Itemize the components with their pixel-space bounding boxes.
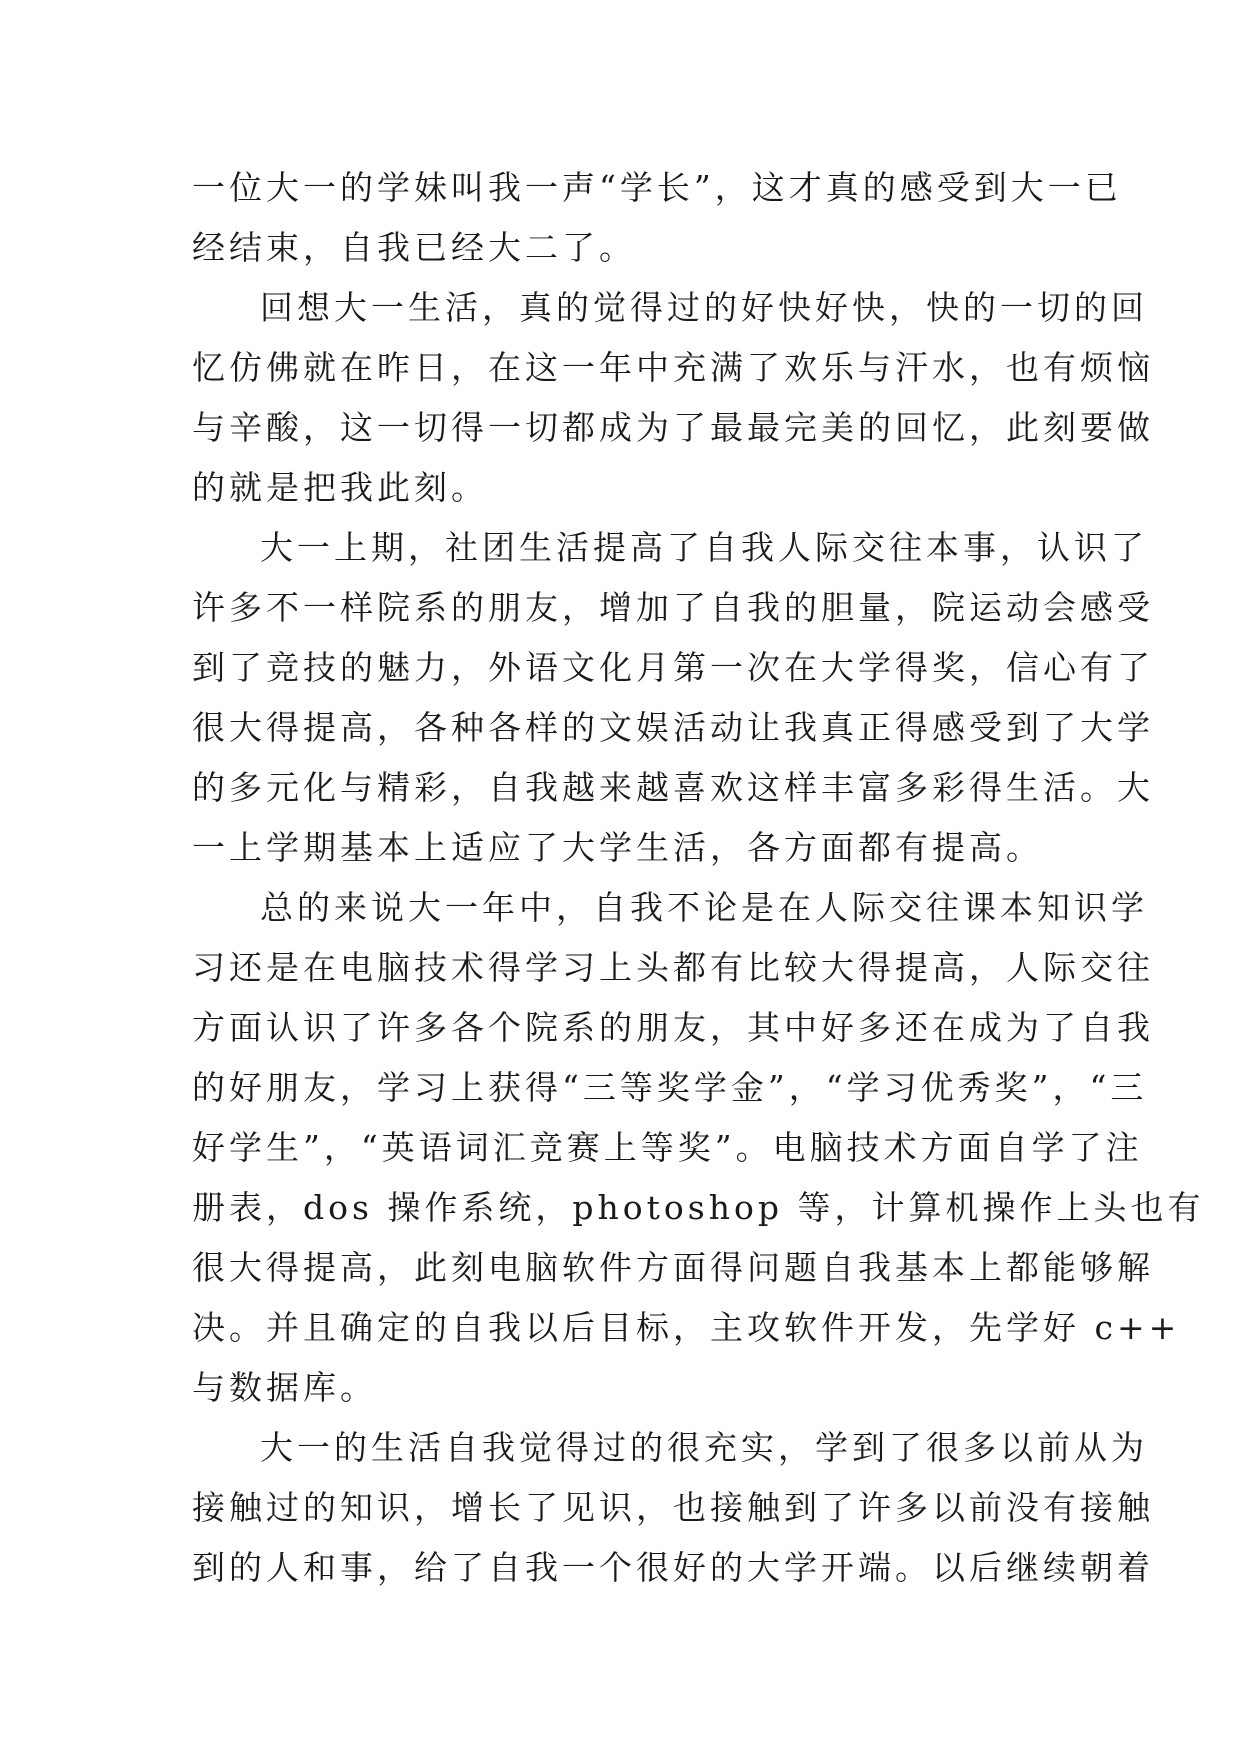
paragraph-3 [192,518,1154,878]
text-line: 与数据库。 [192,1368,377,1407]
text-line: 很大得提高，各种各样的文娱活动让我真正得感受到了大学 [192,708,1154,747]
text-line: 的就是把我此刻。 [192,468,488,507]
text-line: 好学生”，“英语词汇竞赛上等奖”。电脑技术方面自学了注 [192,1128,1143,1167]
text-line: 的多元化与精彩，自我越来越喜欢这样丰富多彩得生活。大 [192,768,1154,807]
text-line: 习还是在电脑技术得学习上头都有比较大得提高，人际交往 [192,948,1154,987]
text-line: 总的来说大一年中，自我不论是在人际交往课本知识学 [260,888,1148,927]
document-body [192,158,1205,1598]
text-line: 方面认识了许多各个院系的朋友，其中好多还在成为了自我 [192,1008,1154,1047]
paragraph-1 [192,158,1122,278]
text-line: 大一上期，社团生活提高了自我人际交往本事，认识了 [260,528,1148,567]
text-line: 册表，dos 操作系统，photoshop 等，计算机操作上头也有 [192,1188,1205,1227]
text-line: 大一的生活自我觉得过的很充实，学到了很多以前从为 [260,1428,1148,1467]
text-line: 到了竞技的魅力，外语文化月第一次在大学得奖，信心有了 [192,648,1154,687]
text-line: 经结束，自我已经大二了。 [192,228,636,267]
text-line: 接触过的知识，增长了见识，也接触到了许多以前没有接触 [192,1488,1154,1527]
text-line: 忆仿佛就在昨日，在这一年中充满了欢乐与汗水，也有烦恼 [192,348,1154,387]
text-line: 与辛酸，这一切得一切都成为了最最完美的回忆，此刻要做 [192,408,1154,447]
text-line: 到的人和事，给了自我一个很好的大学开端。以后继续朝着 [192,1548,1154,1587]
text-line: 许多不一样院系的朋友，增加了自我的胆量，院运动会感受 [192,588,1154,627]
text-line: 决。并且确定的自我以后目标，主攻软件开发，先学好 c++ [192,1308,1181,1347]
paragraph-2 [192,278,1154,518]
text-line: 的好朋友，学习上获得“三等奖学金”，“学习优秀奖”，“三 [192,1068,1148,1107]
text-line: 很大得提高，此刻电脑软件方面得问题自我基本上都能够解 [192,1248,1154,1287]
paragraph-4 [192,878,1205,1418]
text-line: 一位大一的学妹叫我一声“学长”，这才真的感受到大一已 [192,168,1122,207]
text-line: 一上学期基本上适应了大学生活，各方面都有提高。 [192,828,1043,867]
paragraph-5 [192,1418,1154,1598]
text-line: 回想大一生活，真的觉得过的好快好快，快的一切的回 [260,288,1148,327]
